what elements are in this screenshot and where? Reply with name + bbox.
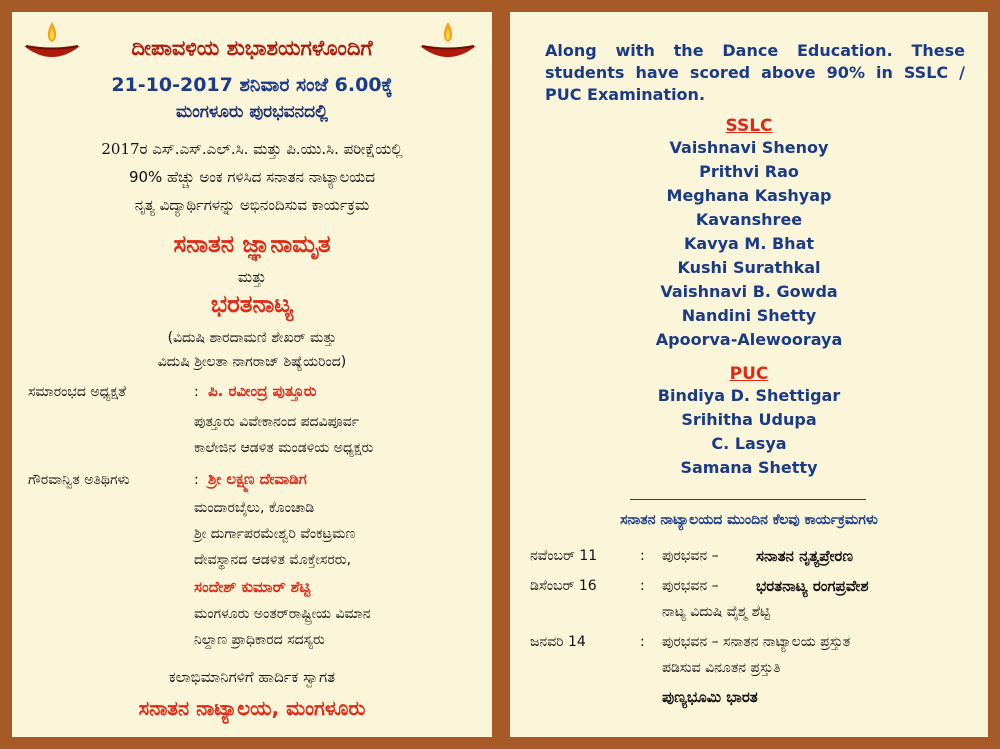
guest-detail: ಶ್ರೀ ದುರ್ಗಾಪರಮೇಶ್ವರಿ ವೆಂಕಟ್ರಮಣ: [194, 526, 356, 542]
program-title: ಸನಾತನ ಜ್ಞಾನಾಮೃತ: [173, 230, 331, 258]
student-name: Samana Shetty: [680, 458, 818, 477]
student-name: Vaishnavi Shenoy: [669, 138, 829, 157]
divider: [630, 499, 866, 500]
student-name: Apoorva-Alewooraya: [655, 330, 843, 349]
event-title: ಪುಣ್ಯಭೂಮಿ ಭಾರತ: [662, 688, 758, 706]
event-title: ಭರತನಾಟ್ಯ ರಂಗಪ್ರವೇಶ: [756, 577, 869, 595]
guest-detail: ನಿಲ್ದಾಣ ಪ್ರಾಧಿಕಾರದ ಸದಸ್ಯರು: [194, 632, 325, 648]
intro-paragraph: Along with the Dance Education. These students have scored above 90% in SSLC / PUC Examination.: [545, 41, 965, 104]
credits-line: (ವಿದುಷಿ ಶಾರದಾಮಣಿ ಶೇಖರ್ ಮತ್ತು: [167, 330, 337, 346]
intro-line: ನೃತ್ಯ ವಿದ್ಯಾರ್ಥಿಗಳನ್ನು ಅಭಿನಂದಿಸುವ ಕಾರ್ಯಕ್ರಮ: [134, 196, 370, 214]
colon: :: [194, 472, 199, 488]
student-name: C. Lasya: [711, 434, 787, 453]
sslc-list: [510, 136, 988, 352]
intro-line: 2017ರ ಎಸ್.ಎಸ್.ಎಲ್.ಸಿ. ಮತ್ತು ಪಿ.ಯು.ಸಿ. ಪರೀಕ್ಷೆಯಲ್ಲಿ: [101, 140, 403, 158]
colon: :: [640, 548, 645, 564]
intro-line: 90% ಹೆಚ್ಚು ಅಂಕ ಗಳಿಸಿದ ಸನಾತನ ನಾಟ್ಯಾಲಯದ: [128, 168, 376, 186]
and-word: ಮತ್ತು: [237, 268, 267, 286]
student-name: Nandini Shetty: [681, 306, 817, 325]
event-date: ಜನವರಿ 14: [530, 634, 586, 650]
student-name: Bindiya D. Shettigar: [657, 386, 841, 405]
guest-name: ಶ್ರೀ ಲಕ್ಷ್ಮಣ ದೇವಾಡಿಗ: [208, 470, 307, 488]
student-name: Vaishnavi B. Gowda: [660, 282, 838, 301]
guest-detail: ಮಂದಾರಬೈಲು, ಕೊಂಚಾಡಿ: [194, 500, 315, 516]
puc-header: PUC: [729, 364, 769, 384]
event-date: ನವೆಂಬರ್ 11: [530, 548, 598, 564]
kannada-invitation-panel: [12, 12, 492, 737]
event-venue: ಮಂಗಳೂರು ಪುರಭವನದಲ್ಲಿ: [176, 102, 328, 122]
welcome-line: ಕಲಾಭಿಮಾನಿಗಳಿಗೆ ಹಾರ್ದಿಕ ಸ್ವಾಗತ: [168, 668, 336, 686]
event-place: ಪುರಭವನ –: [662, 578, 719, 594]
guest-detail: ದೇವಸ್ಥಾನದ ಆಡಳಿತ ಮೊಕ್ತೇಸರರು,: [194, 552, 352, 568]
achievers-panel: [510, 12, 988, 737]
colon: :: [640, 578, 645, 594]
colon: :: [194, 384, 199, 400]
event-place: ಪುರಭವನ –: [662, 548, 719, 564]
event-title: ಸನಾತನ ನೃತ್ಯಪ್ರೇರಣ: [756, 547, 853, 565]
sslc-header: SSLC: [725, 116, 773, 136]
event-subtitle: ನಾಟ್ಯ ವಿದುಷಿ ವೈಶ್ಮ ಶೆಟ್ಟಿ: [662, 604, 771, 620]
guest-detail: ಮಂಗಳೂರು ಅಂತರ್‌ರಾಷ್ಟ್ರೀಯ ವಿಮಾನ: [194, 606, 371, 622]
presided-name: ಪಿ. ರವೀಂದ್ರ ಪುತ್ತೂರು: [208, 382, 317, 400]
credits-line: ವಿದುಷಿ ಶ್ರೀಲತಾ ನಾಗರಾಜ್ ಶಿಷ್ಯೆಯರಿಂದ): [157, 354, 347, 370]
event-date: ಡಿಸೆಂಬರ್ 16: [530, 578, 597, 594]
guests-label: ಗೌರವಾನ್ವಿತ ಅತಿಥಿಗಳು: [28, 472, 130, 488]
puc-list: [510, 384, 988, 480]
greeting-heading: ದೀಪಾವಳಿಯ ಶುಭಾಶಯಗಳೊಂದಿಗೆ: [131, 36, 373, 60]
student-name: Prithvi Rao: [699, 162, 799, 181]
program-title: ಭರತನಾಟ್ಯ: [210, 290, 294, 318]
event-datetime: 21-10-2017 ಶನಿವಾರ ಸಂಜೆ 6.00ಕ್ಕೆ: [111, 74, 393, 96]
presided-label: ಸಮಾರಂಭದ ಅಧ್ಯಕ್ಷತೆ: [28, 384, 127, 400]
student-name: Meghana Kashyap: [666, 186, 832, 205]
guest-name: ಸಂದೇಶ್ ಕುಮಾರ್ ಶೆಟ್ಟಿ: [194, 578, 311, 596]
presided-detail: ಕಾಲೇಜಿನ ಆಡಳಿತ ಮಂಡಳಿಯ ಅಧ್ಯಕ್ಷರು: [194, 440, 374, 456]
upcoming-title: ಸನಾತನ ನಾಟ್ಯಾಲಯದ ಮುಂದಿನ ಕೆಲವು ಕಾರ್ಯಕ್ರಮಗಳು: [620, 512, 878, 528]
event-subtitle: ಪಡಿಸುವ ವಿನೂತನ ಪ್ರಸ್ತುತಿ: [662, 660, 781, 676]
student-name: Kavya M. Bhat: [683, 234, 815, 253]
colon: :: [640, 634, 645, 650]
student-name: Kavanshree: [695, 210, 803, 229]
presided-detail: ಪುತ್ತೂರು ವಿವೇಕಾನಂದ ಪದವಿಪೂರ್ವ: [194, 414, 359, 430]
event-place: ಪುರಭವನ – ಸನಾತನ ನಾಟ್ಯಾಲಯ ಪ್ರಸ್ತುತ: [662, 634, 851, 650]
student-name: Kushi Surathkal: [677, 258, 821, 277]
organizer-name: ಸನಾತನ ನಾಟ್ಯಾಲಯ, ಮಂಗಳೂರು: [138, 696, 366, 720]
student-name: Srihitha Udupa: [681, 410, 817, 429]
